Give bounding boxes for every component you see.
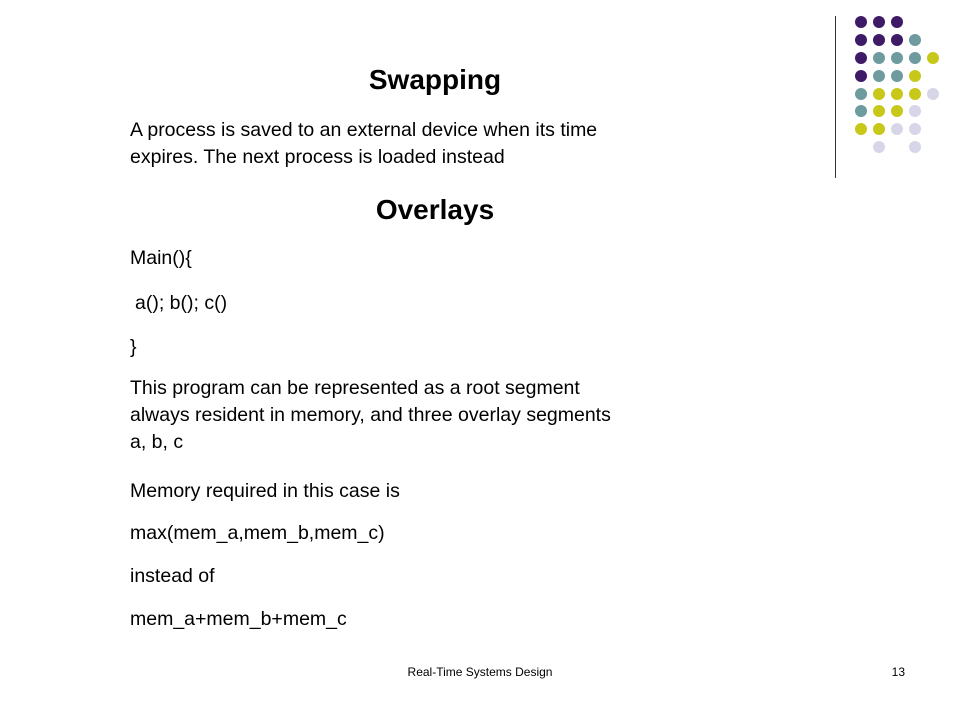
dot (909, 52, 921, 64)
dot (855, 88, 867, 100)
dot (909, 88, 921, 100)
dot (909, 141, 921, 153)
memory-max-formula: max(mem_a,mem_b,mem_c) (130, 522, 385, 544)
paragraph-line: This program can be represented as a root segment (130, 377, 580, 399)
paragraph-line: a, b, c (130, 431, 184, 453)
dot (891, 52, 903, 64)
footer-title: Real-Time Systems Design (407, 665, 553, 679)
dot (855, 52, 867, 64)
overlays-paragraph (130, 375, 611, 456)
dot (873, 123, 885, 135)
swapping-body-line: A process is saved to an external device when its time (130, 119, 598, 141)
dot (909, 34, 921, 46)
dot (855, 105, 867, 117)
swapping-body (130, 117, 597, 171)
dot (891, 105, 903, 117)
memory-label: Memory required in this case is (130, 480, 400, 502)
dot (927, 52, 939, 64)
page-number: 13 (891, 665, 905, 679)
dot (909, 70, 921, 82)
memory-sum-formula: mem_a+mem_b+mem_c (130, 608, 347, 630)
instead-of-text: instead of (130, 565, 215, 587)
dot (927, 88, 939, 100)
dot (891, 123, 903, 135)
dot (873, 52, 885, 64)
dot (855, 34, 867, 46)
code-line-main: Main(){ (130, 247, 192, 269)
dot (891, 16, 903, 28)
swapping-title: Swapping (368, 64, 502, 95)
dot (855, 70, 867, 82)
dot (891, 34, 903, 46)
vertical-divider (835, 16, 836, 178)
dot (873, 16, 885, 28)
overlays-title: Overlays (375, 194, 495, 225)
code-line-calls: a(); b(); c() (135, 292, 228, 314)
code-line-close: } (130, 336, 137, 358)
dot (855, 123, 867, 135)
dot (909, 123, 921, 135)
dot (873, 88, 885, 100)
dot (873, 105, 885, 117)
dot (873, 70, 885, 82)
dot (909, 105, 921, 117)
dot (873, 141, 885, 153)
swapping-body-line: expires. The next process is loaded instead (130, 146, 505, 168)
dot (855, 16, 867, 28)
dot (873, 34, 885, 46)
dot (891, 88, 903, 100)
dot (891, 70, 903, 82)
paragraph-line: always resident in memory, and three overlay segments (130, 404, 611, 426)
